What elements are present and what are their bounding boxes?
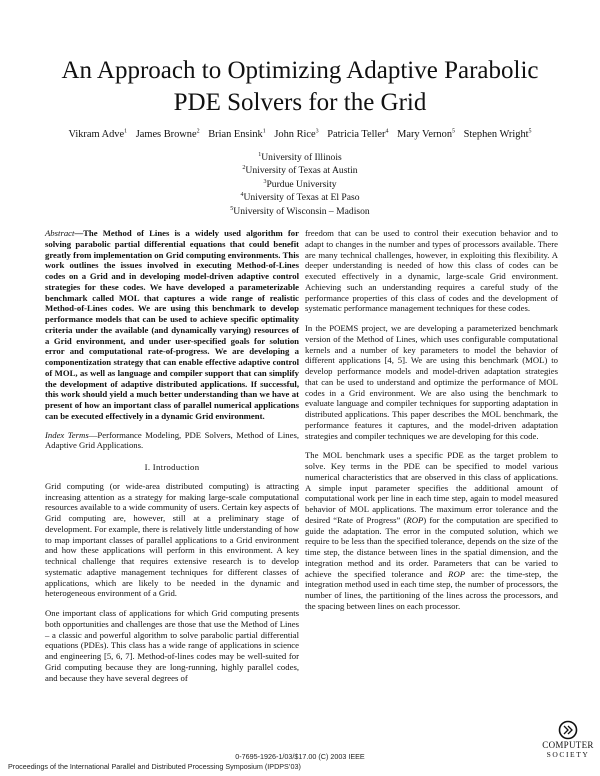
author: Vikram Adve$^1$: [68, 129, 128, 141]
title-line-2: PDE Solvers for the Grid: [173, 89, 427, 116]
paragraph: freedom that can be used to control their execution behavior and to adapt to changes in the number and types of processors available. There are many technical challenges, however, in exploiting this flexibility. A deeper understanding is needed of how this class of codes can be executed effectively in a dynamic, large-scale Grid environment. Achieving such an understanding requires a careful study of the performance properties of this class of codes and the development of systematic performance management techniques for these codes.: [305, 228, 558, 314]
affiliation: $^1$University of Illinois: [258, 152, 342, 164]
paragraph: The MOL benchmark uses a specific PDE as the target problem to solve. Key terms in the PDE can be specified to model various numerical characteristics that are observed in this class of applications. A simple input parameter specifies the additional amount of computational work per line in each time step, again to model measured behavior of MOL applications. The maximum error tolerance and the desired “Rate of Progress” (ROP) for the computation are specified to guide the adaptation. The error in the computed solution, which we require to be less than the specified tolerance, depends on the size of the time step, the distance between lines in the spatial dimension, and the integration method and its order. Parameters that can be varied to achieve the specified tolerance and ROP are: the time-step, the integration method used in each time step, the number of processors, the number of lines, the partitioning of the lines across the processors, and the spacing between lines on each processor.: [305, 450, 558, 611]
affiliation: $^2$University of Texas at Austin: [242, 165, 358, 177]
logo-text-computer: COMPUTER: [542, 740, 594, 750]
index-terms-text: —Performance Modeling, PDE Solvers, Method of Lines, Adaptive Grid Applications.: [45, 429, 299, 451]
paper-title: [40, 55, 560, 119]
affiliation: $^5$University of Wisconsin – Madison: [230, 205, 370, 217]
affiliation: $^3$Purdue University: [263, 178, 337, 190]
author: Patricia Teller$^4$: [327, 129, 389, 141]
author: Brian Ensink$^1$: [208, 129, 266, 141]
paragraph: Grid computing (or wide-area distributed computing) is attracting increasing attention as a strategy for making large-scale computational resources available to a wide community of users. Certain key aspects of Grid computing are, however, still at a preliminary stage of development. For example, there is relatively little understanding of how to map important classes of parallel applications to a Grid environment and how these applications will perform in this environment. A key technical challenge that requires extensive research is to develop systematic adaptive management techniques for different classes of applications, which are likely to be needed in the dynamic and heterogeneous environment of a Grid.: [45, 480, 299, 599]
affiliation: $^4$University of Texas at El Paso: [240, 192, 360, 204]
abstract-label: Abstract: [45, 228, 75, 238]
logo-text-society: SOCIETY: [546, 750, 590, 759]
index-terms: [45, 430, 299, 452]
computer-society-emblem-icon: [557, 720, 579, 740]
author: Mary Vernon$^5$: [397, 129, 456, 141]
computer-society-logo: [540, 720, 596, 774]
rop-term: ROP: [406, 514, 424, 525]
right-column: [305, 228, 558, 612]
author-list: [30, 129, 570, 140]
index-terms-label: Index Terms: [45, 429, 89, 440]
paragraph: One important class of applications for which Grid computing presents both opportunities and challenges are those that use the Method of Lines – a classic and powerful algorithm to solve parabolic partial differential equations (PDEs). This class has a wide range of applications in science and engineering [5, 6, 7]. Method-of-lines codes may be well-suited for Grid computing because they are long-running, highly parallel codes, and because they have several degrees of: [45, 608, 299, 683]
abstract: [45, 228, 299, 422]
copyright-line: 0-7695-1926-1/03/$17.00 (C) 2003 IEEE: [235, 752, 365, 761]
author: Stephen Wright$^5$: [463, 129, 532, 141]
left-column: [45, 228, 299, 683]
title-line-1: An Approach to Optimizing Adaptive Parabolic: [61, 57, 539, 84]
author: James Browne$^2$: [135, 129, 200, 141]
paragraph: In the POEMS project, we are developing a parameterized benchmark version of the Method of Lines, which uses configurable computational kernels and a number of key parameters to model the behavior of different applications [4, 5]. We are using this benchmark (MOL) to develop performance models and model-driven adaptation strategies that can be used to understand and optimize the performance of MOL codes in a Grid environment. We are also using the benchmark to evaluate language and compiler techniques for supporting adaptation in distributed applications. This paper describes the MOL benchmark, the performance features it captures, and the model-driven adaptation strategies and compiler techniques we are developing for this code.: [305, 323, 558, 441]
proceedings-line: Proceedings of the International Parallel and Distributed Processing Symposium (IPDPS’03): [8, 762, 301, 771]
rop-term: ROP: [448, 568, 466, 579]
abstract-text: —The Method of Lines is a widely used algorithm for solving parabolic partial differential equations that could benefit greatly from implementation on Grid computing environments. This work outlines the issues involved in executing Method-of-Lines codes on a Grid and in developing model-driven adaptive control strategies for these codes. We have developed a parameterizable benchmark called MOL that captures a wide range of realistic Method-of-Lines codes. We are using this benchmark to develop performance models that can be used to achieve specific optimality criteria under the available (and dynamically varying) resources of a Grid environment, and under user-specified goals for solution error and computational rate-of-progress. We are developing a componentization strategy that can enable effective adaptive control of MOL, as well as language and compiler support that can simplify the development of adaptive distributed applications. If successful, this work should yield a much better understanding than we have at present of how an important class of parallel numerical applications can be executed effectively in a dynamic Grid environment.: [45, 228, 299, 421]
section-heading-introduction: I. Introduction: [144, 462, 200, 472]
author: John Rice$^3$: [274, 129, 319, 141]
affiliation-list: [100, 150, 500, 217]
